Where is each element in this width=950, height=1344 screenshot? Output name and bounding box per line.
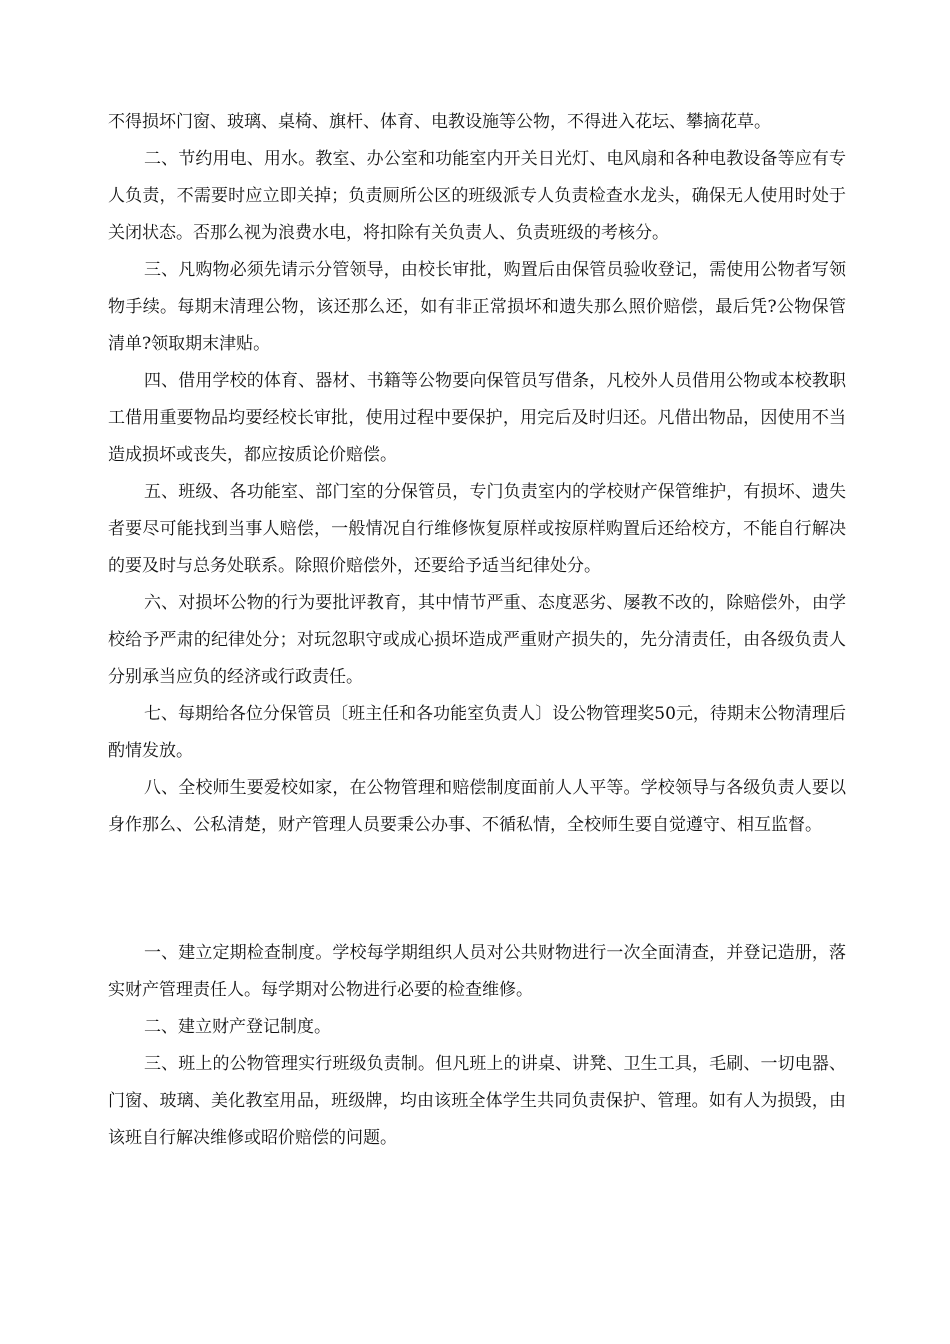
document-page [108,104,846,1157]
rule-paragraph-7: 七、每期给各位分保管员〔班主任和各功能室负责人〕设公物管理奖50元，待期末公物清理后酌情发放。 [108,704,846,761]
system-paragraph-1: 一、建立定期检查制度。学校每学期组织人员对公共财物进行一次全面清查，并登记造册，落实财产管理责任人。每学期对公物进行必要的检查维修。 [108,943,846,1000]
continuation-paragraph: 不得损坏门窗、玻璃、桌椅、旗杆、体育、电教设施等公物，不得进入花坛、攀摘花草。 [108,112,771,132]
rule-paragraph-5: 五、班级、各功能室、部门室的分保管员，专门负责室内的学校财产保管维护，有损坏、遗失者要尽可能找到当事人赔偿，一般情况自行维修恢复原样或按原样购置后还给校方，不能自行解决的要及时与总务处联系。除照价赔偿外，还要给予适当纪律处分。 [108,482,846,576]
system-paragraph-3: 三、班上的公物管理实行班级负责制。但凡班上的讲桌、讲凳、卫生工具，毛刷、一切电器、门窗、玻璃、美化教室用品，班级牌，均由该班全体学生共同负责保护、管理。如有人为损毁，由该班自行解决维修或昭价赔偿的问题。 [108,1054,846,1148]
rule-paragraph-6: 六、对损坏公物的行为要批评教育，其中情节严重、态度恶劣、屡教不改的，除赔偿外，由学校给予严肃的纪律处分；对玩忽职守或成心损坏造成严重财产损失的，先分清责任，由各级负责人分别承当应负的经济或行政责任。 [108,593,846,687]
rule-paragraph-3: 三、凡购物必须先请示分管领导，由校长审批，购置后由保管员验收登记，需使用公物者写领物手续。每期末清理公物，该还那么还，如有非正常损坏和遗失那么照价赔偿，最后凭?公物保管清单?领取期末津贴。 [108,260,846,354]
rule-paragraph-4: 四、借用学校的体育、器材、书籍等公物要向保管员写借条，凡校外人员借用公物或本校教职工借用重要物品均要经校长审批，使用过程中要保护，用完后及时归还。凡借出物品，因使用不当造成损坏或丧失，都应按质论价赔偿。 [108,371,846,465]
rule-paragraph-2: 二、节约用电、用水。教室、办公室和功能室内开关日光灯、电风扇和各种电教设备等应有专人负责，不需要时应立即关掉；负责厕所公区的班级派专人负责检查水龙头，确保无人使用时处于关闭状态。否那么视为浪费水电，将扣除有关负责人、负责班级的考核分。 [108,149,846,243]
section-spacer [108,844,846,935]
rule-paragraph-8: 八、全校师生要爱校如家，在公物管理和赔偿制度面前人人平等。学校领导与各级负责人要以身作那么、公私清楚，财产管理人员要秉公办事、不循私情，全校师生要自觉遵守、相互监督。 [108,778,846,835]
system-paragraph-2: 二、建立财产登记制度。 [144,1017,331,1037]
